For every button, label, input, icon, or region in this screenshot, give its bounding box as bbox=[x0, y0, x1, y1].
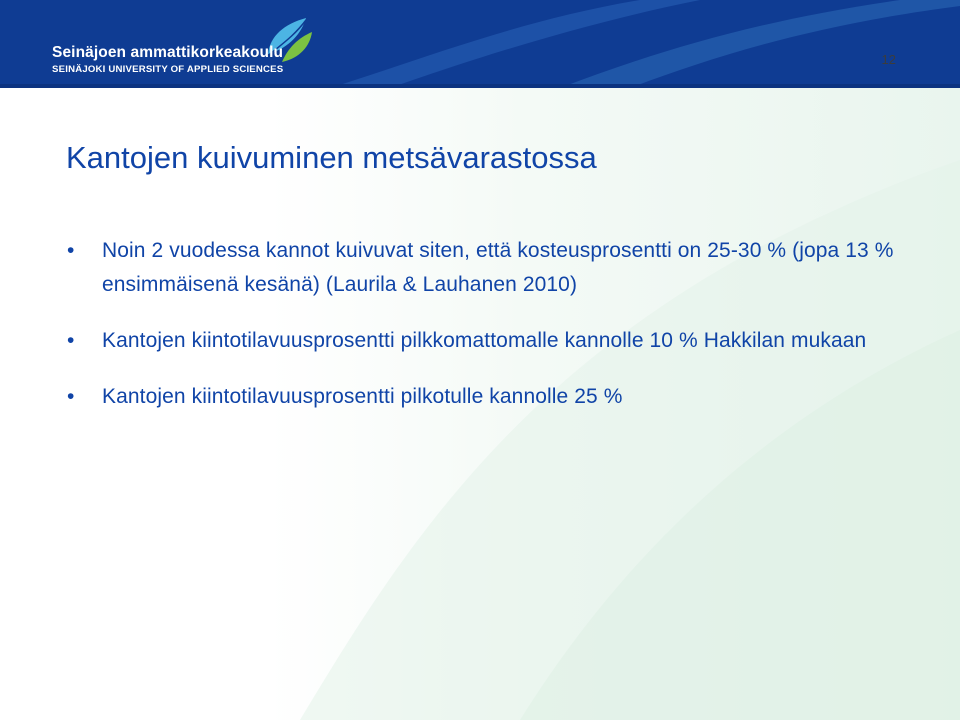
bullet-icon: • bbox=[67, 329, 75, 352]
bullet-text: Kantojen kiintotilavuusprosentti pilkotulle kannolle 25 % bbox=[102, 385, 623, 408]
page-number: 12 bbox=[881, 52, 896, 67]
bullet-text: Kantojen kiintotilavuusprosentti pilkkomattomalle kannolle 10 % Hakkilan mukaan bbox=[102, 329, 867, 352]
bullet-item bbox=[62, 234, 922, 302]
bullet-text: Noin 2 vuodessa kannot kuivuvat siten, että kosteusprosentti on 25-30 % (jopa 13 % ensimmäisenä kesänä) (Laurila & Lauhanen 2010) bbox=[102, 239, 894, 296]
bullet-item bbox=[62, 380, 922, 414]
bullet-item bbox=[62, 324, 922, 358]
header-bar bbox=[0, 0, 960, 88]
logo-subtitle: SEINÄJOKI UNIVERSITY OF APPLIED SCIENCES bbox=[52, 64, 284, 75]
bullet-icon: • bbox=[67, 239, 75, 262]
logo-name: Seinäjoen ammattikorkeakoulu bbox=[52, 44, 284, 61]
bullet-icon: • bbox=[67, 385, 75, 408]
bullet-list bbox=[62, 234, 922, 436]
slide-title: Kantojen kuivuminen metsävarastossa bbox=[66, 140, 597, 175]
logo[interactable] bbox=[52, 14, 314, 78]
